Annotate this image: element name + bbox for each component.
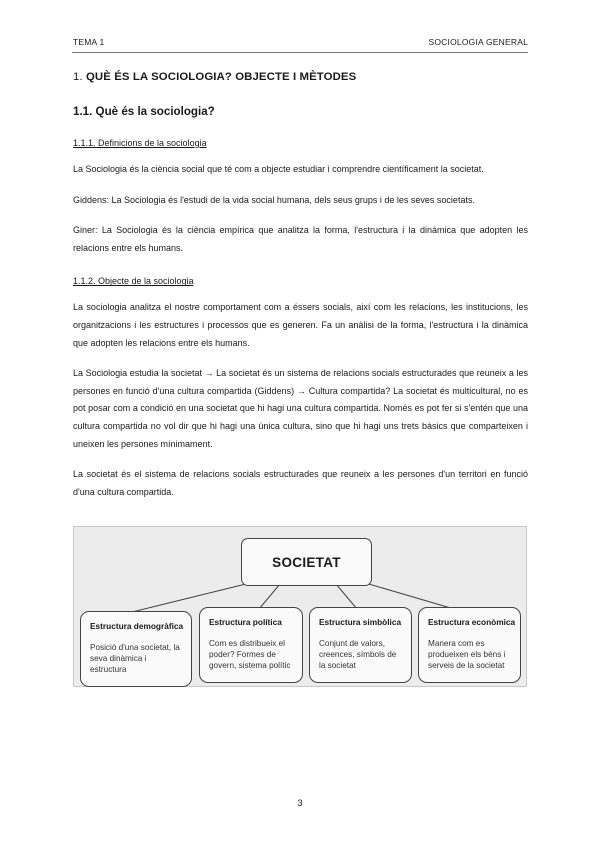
section-title-text: QUÈ ÉS LA SOCIOLOGIA? OBJECTE I MÈTODES (85, 71, 357, 83)
society-diagram (73, 526, 527, 687)
section-title (73, 71, 528, 83)
header-divider (72, 52, 528, 53)
society-definition-paragraph: La societat és el sistema de relacions socials estructurades que reuneix a les persones d'un territori en funció d'una cultura compartida. (73, 469, 528, 497)
diagram-node-symbolic (309, 607, 412, 683)
diagram-root-node: SOCIETAT (241, 538, 372, 586)
header-subject: SOCIOLOGIA GENERAL (428, 37, 528, 47)
page-number: 3 (297, 798, 303, 809)
connector-political (259, 584, 280, 609)
node-description: Com es distribueix el poder? Formes de govern, sistema polític (209, 639, 291, 670)
node-title: Estructura simbòlica (319, 617, 402, 627)
society-paragraph: La Sociologia estudia la societat → La societat és un sistema de relacions socials estructurades que reuneix a les persones en funció d'una cultura compartida (Giddens) → Cultura compartida? La societat és multicultural, no es pot posar com a condició en una societat que hi hagi una cultura compartida. Només es pot fer si s'entén que una cultura compartida no vol dir que hi hagi una única cultura, sino que hi hagi uns trets bàsics que comparteixen i uneixen les persones mínimament. (73, 368, 528, 449)
diagram-node-demographic (80, 611, 192, 687)
giner-definition: Giner: La Sociologia és la ciència empírica que analitza la forma, l'estructura i la dinàmica que adopten les relacions entre els humans. (73, 225, 528, 253)
definitions-heading: 1.1.1. Definicions de la sociologia (73, 138, 207, 148)
node-title: Estructura econòmica (428, 617, 516, 627)
section-number: 1. (73, 71, 83, 83)
node-title: Estructura política (209, 617, 282, 627)
diagram-node-economic (418, 607, 521, 683)
connector-symbolic (336, 584, 357, 609)
giddens-definition: Giddens: La Sociologia és l'estudi de la vida social humana, dels seus grups i de les seves societats. (73, 194, 475, 205)
connector-economic (362, 582, 454, 609)
node-description: Manera com es produeixen els béns i serveis de la societat (428, 639, 506, 670)
object-paragraph: La sociologia analitza el nostre comportament com a éssers socials, així com les relacions, les institucions, les organitzacions i les estructures i processos que es generen. Fa un anàlisi de la forma, l'estructura i la dinàmica que adopten les relacions entre els humans. (73, 302, 528, 348)
header-topic: TEMA 1 (73, 37, 105, 47)
diagram-node-political (199, 607, 303, 683)
node-description: Conjunt de valors, creences, símbols de la societat (319, 639, 397, 670)
definition-paragraph: La Sociologia és la ciència social que té com a objecte estudiar i comprendre científicament la societat. (73, 164, 484, 174)
main-content (73, 71, 528, 514)
node-description: Posició d'una societat, la seva dinàmica i estructura (90, 643, 180, 674)
subsection-title: 1.1. Què és la sociologia? (73, 105, 215, 118)
node-title: Estructura demogràfica (90, 621, 184, 631)
object-heading: 1.1.2. Objecte de la sociologia (73, 276, 194, 287)
